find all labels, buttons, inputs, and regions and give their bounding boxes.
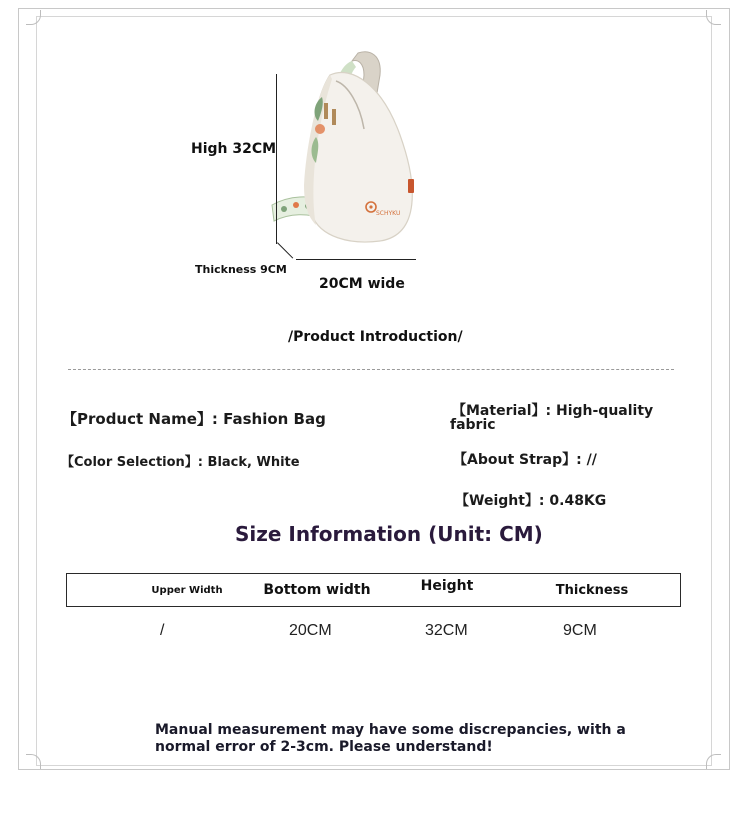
measurement-note-line2: normal error of 2-3cm. Please understand! <box>155 739 493 755</box>
header-bottom-width: Bottom width <box>263 582 371 598</box>
spec-material: 【Material】: High-quality <box>452 403 654 419</box>
spec-about-strap: 【About Strap】: // <box>453 452 597 468</box>
value-upper-width: / <box>160 622 165 639</box>
spec-color-selection: 【Color Selection】: Black, White <box>61 455 300 470</box>
divider <box>68 369 674 370</box>
spec-weight: 【Weight】: 0.48KG <box>455 493 607 509</box>
intro-heading: /Product Introduction/ <box>288 329 463 345</box>
width-dimension-line <box>296 259 416 260</box>
height-dimension-line <box>276 74 277 244</box>
product-logo: SCHYKU <box>376 210 401 217</box>
value-height: 32CM <box>425 622 468 639</box>
spec-product-name: 【Product Name】: Fashion Bag <box>62 410 326 428</box>
frame-corner <box>706 754 721 769</box>
header-height: Height <box>420 578 474 594</box>
height-label: High 32CM <box>191 141 277 157</box>
thickness-label: Thickness 9CM <box>195 263 287 276</box>
header-thickness: Thickness <box>555 582 629 598</box>
size-table-title: Size Information (Unit: CM) <box>235 522 543 546</box>
product-image <box>260 45 440 250</box>
spec-material-cont: fabric <box>450 417 496 433</box>
width-label: 20CM wide <box>319 276 405 292</box>
header-upper-width: Upper Width <box>151 584 223 596</box>
value-bottom-width: 20CM <box>289 622 332 639</box>
size-table-header <box>66 573 681 607</box>
value-thickness: 9CM <box>563 622 597 639</box>
measurement-note-line1: Manual measurement may have some discrepancies, with a <box>155 722 626 738</box>
